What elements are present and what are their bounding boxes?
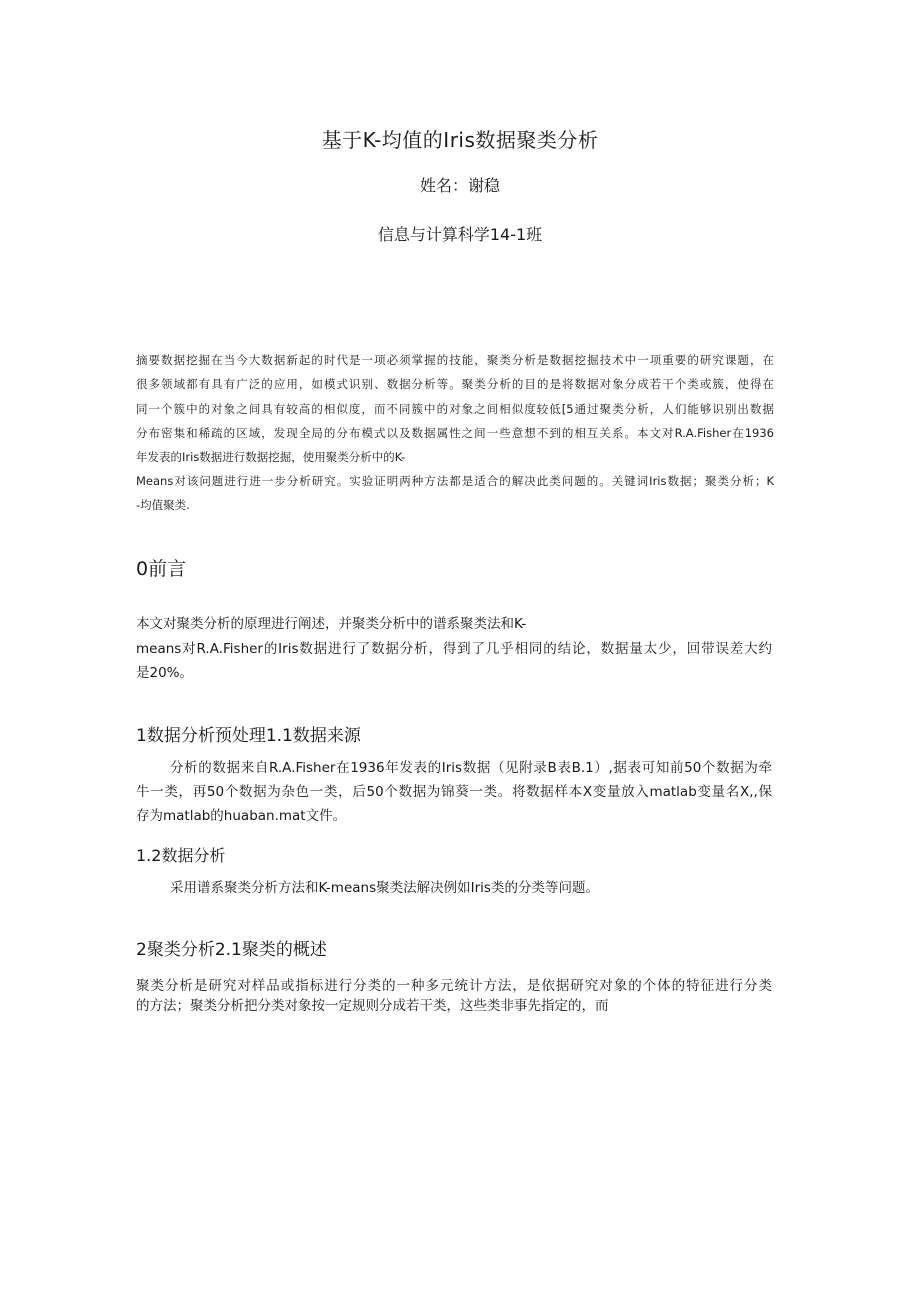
abstract-line: 很多领域都有具有广泛的应用，如模式识别、数据分析等。聚类分析的目的是将数据对象分成若干个类或簇，使得在 [136,377,774,391]
paragraph-line: 存为matlab的huaban.mat文件。 [136,808,347,824]
abstract-line: 年发表的Iris数据进行数据挖掘，使用聚类分析中的K- [136,450,406,464]
section-heading-preprocessing: 1数据分析预处理1.1数据来源 [136,726,361,746]
paragraph-line: 聚类分析是研究对样品或指标进行分类的一种多元统计方法，是依据研究对象的个体的特征进行分类 [136,978,772,994]
paragraph-line: 牛一类，再50个数据为杂色一类，后50个数据为锦葵一类。将数据样本X变量放入matlab变量名X,,保 [136,784,772,800]
class-name: 信息与计算科学14-1班 [377,225,543,244]
author-name: 姓名：谢稳 [419,176,500,195]
paragraph-line: 采用谱系聚类分析方法和K-means聚类法解决例如Iris类的分类等问题。 [170,880,599,896]
abstract-line: 摘要数据挖掘在当今大数据新起的时代是一项必须掌握的技能，聚类分析是数据挖掘技术中一项重要的研究课题，在 [136,353,774,367]
paragraph-line: 是20%。 [136,665,194,681]
document-title: 基于K-均值的Iris数据聚类分析 [321,128,599,152]
abstract-line: 分布密集和稀疏的区域，发现全局的分布模式以及数据属性之间一些意想不到的相互关系。本文对R.A.Fisher在1936 [136,426,774,440]
section-heading-clustering: 2聚类分析2.1聚类的概述 [136,940,327,960]
abstract-line: 同一个簇中的对象之间具有较高的相似度，而不同簇中的对象之间相似度较低[5通过聚类分析，人们能够识别出数据 [136,402,774,416]
abstract-line: Means对该问题进行进一步分析研究。实验证明两种方法都是适合的解决此类问题的。关键词Iris数据；聚类分析；K [136,474,774,488]
paragraph-line: 分析的数据来自R.A.Fisher在1936年发表的Iris数据（见附录B表B.1）,据表可知前50个数据为牵 [170,760,772,776]
paragraph-line: 的方法；聚类分析把分类对象按一定规则分成若干类，这些类非事先指定的，而 [136,998,609,1014]
paragraph-line: means对R.A.Fisher的Iris数据进行了数据分析，得到了几乎相同的结论，数据量太少，回带误差大约 [136,641,772,657]
section-heading-data-analysis: 1.2数据分析 [136,846,226,865]
paragraph-line: 本文对聚类分析的原理进行阐述，并聚类分析中的谱系聚类法和K- [136,616,527,632]
abstract-line: -均值聚类. [136,498,190,512]
section-heading-intro: 0前言 [136,558,187,580]
